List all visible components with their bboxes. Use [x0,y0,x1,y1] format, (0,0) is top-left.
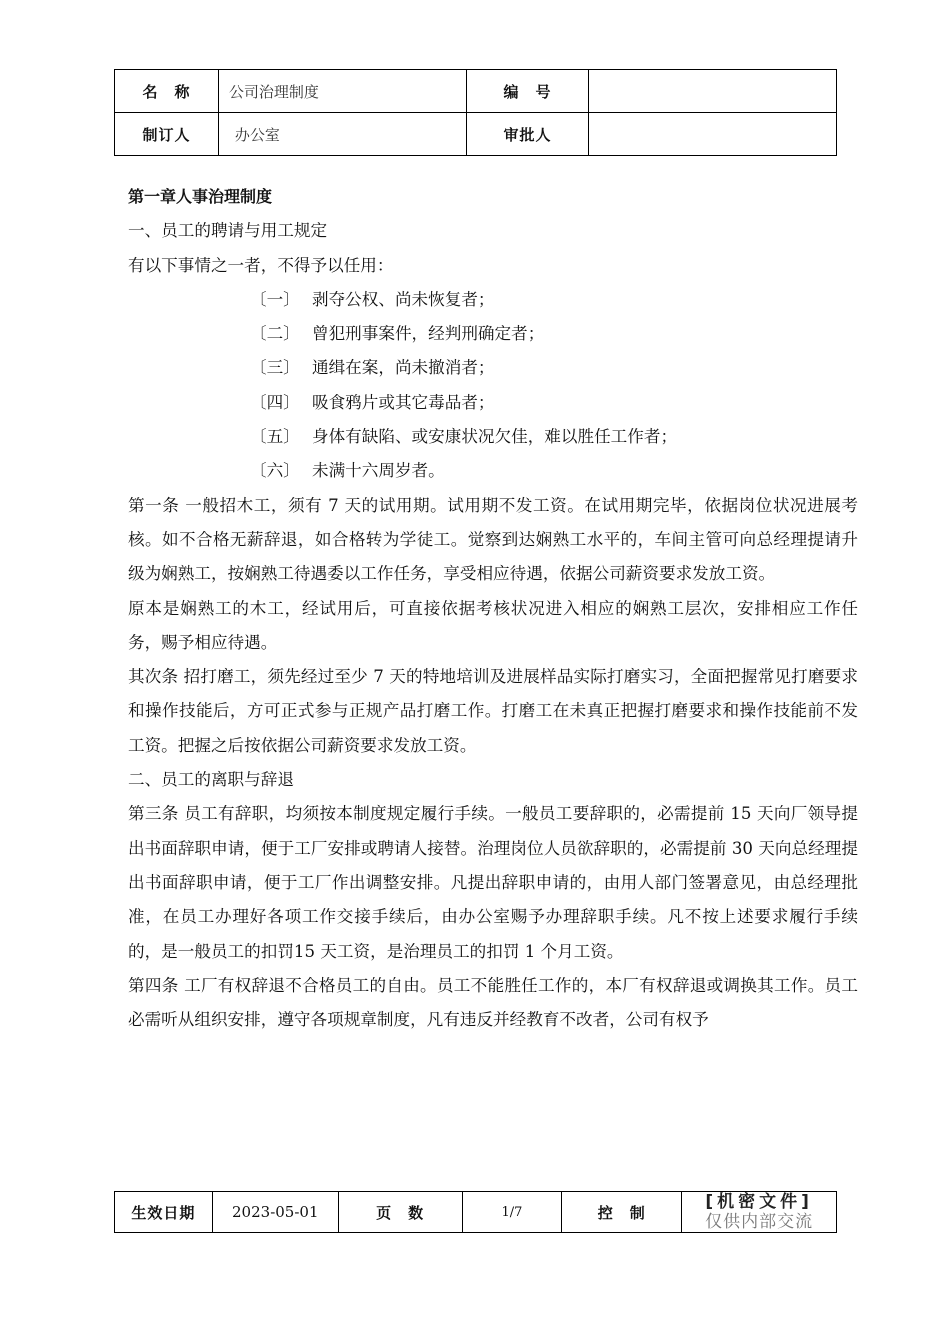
confidential-stamp [682,1192,837,1233]
chapter-title: 第一章人事治理制度 [128,187,273,206]
list-item-text: 吸食鸦片或其它毒品者； [312,392,495,412]
effective-date-value: 2023-05-01 [212,1192,338,1233]
list-item-number: 〔四〕 [250,392,300,412]
article-1: 第一条 一般招木工，须有 7 天的试用期。试用期不发工资。在试用期完毕，依据岗位状况进展考核。如不合格无薪辞退，如合格转为学徒工。觉察到达娴熟工水平的，车间主管可向总经理提请升级为娴熟工，按娴熟工待遇委以工作任务，享受相应待遇，依据公司薪资要求发放工资。 [128,495,858,584]
list-item-number: 〔二〕 [250,324,300,344]
approver-label: 审批人 [466,113,589,156]
list-item [250,420,858,454]
stamp-subtitle: 仅供内部交流 [705,1212,814,1232]
list-item-number: 〔一〕 [250,289,300,309]
paragraph-experienced: 原本是娴熟工的木工，经试用后，可直接依据考核状况进入相应的娴熟工层次，安排相应工作任务，赐予相应待遇。 [128,598,858,652]
header-table [114,69,837,156]
article-3: 第三条 员工有辞职，均须按本制度规定履行手续。一般员工要辞职的，必需提前 15 天向厂领导提出书面辞职申请，便于工厂安排或聘请人接替。治理岗位人员欲辞职的，必需提前 30 天向总经理提出书面辞职申请，便于工厂作出调整安排。凡提出辞职申请的，由用人部门签署意见，由总经理批准，在员工办理好各项工作交接手续后，由办公室赐予办理辞职手续。凡不按上述要求履行手续的，是一般员工的扣罚15 天工资，是治理员工的扣罚 1 个月工资。 [128,804,858,961]
name-label: 名 称 [115,70,219,113]
list-item-text: 通缉在案，尚未撤消者； [312,358,495,378]
intro-line: 有以下事情之一者，不得予以任用： [128,255,394,275]
list-item [250,317,858,351]
list-item-number: 〔三〕 [250,358,300,378]
list-item-text: 曾犯刑事案件，经判刑确定者； [312,324,545,344]
list-item [250,454,858,488]
author-label: 制订人 [115,113,219,156]
page-count-value: 1/7 [462,1192,562,1233]
section-heading-2: 二、员工的离职与辞退 [128,770,294,790]
list-item-text: 剥夺公权、尚未恢复者； [312,289,495,309]
list-item-text: 身体有缺陷、或安康状况欠佳，难以胜任工作者； [312,427,678,447]
name-value: 公司治理制度 [218,70,466,113]
list-item [250,351,858,385]
effective-date-label: 生效日期 [115,1192,213,1233]
control-label: 控 制 [562,1192,682,1233]
list-item [250,283,858,317]
page-count-label: 页 数 [338,1192,462,1233]
stamp-title: [机密文件] [705,1192,813,1212]
code-value [589,70,837,113]
list-item [250,386,858,420]
section-heading-1: 一、员工的聘请与用工规定 [128,221,328,241]
document-body [128,178,858,1037]
footer-table [114,1191,837,1233]
article-4: 第四条 工厂有权辞退不合格员工的自由。员工不能胜任工作的，本厂有权辞退或调换其工作。员工必需听从组织安排，遵守各项规章制度，凡有违反并经教育不改者，公司有权予 [128,975,858,1030]
article-2: 其次条 招打磨工，须先经过至少 7 天的特地培训及进展样品实际打磨实习，全面把握常见打磨要求和操作技能后，方可正式参与正规产品打磨工作。打磨工在未真正把握打磨要求和操作技能前不发工资。把握之后按依据公司薪资要求发放工资。 [128,667,858,755]
code-label: 编 号 [466,70,589,113]
list-item-number: 〔五〕 [250,427,300,447]
list-item-number: 〔六〕 [250,461,300,481]
approver-value [589,113,837,156]
author-value: 办公室 [218,113,466,156]
list-item-text: 未满十六周岁者。 [312,461,445,481]
